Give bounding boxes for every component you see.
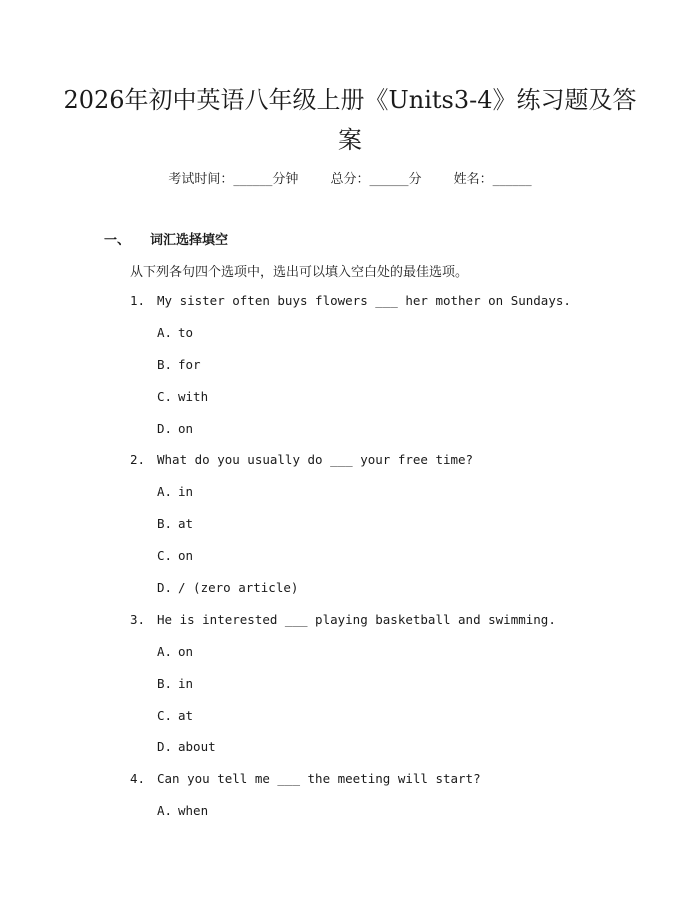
option-text: / (zero article) xyxy=(178,580,299,596)
question-list xyxy=(130,292,650,834)
option-letter: B. xyxy=(157,675,173,691)
option-2-d xyxy=(130,579,650,611)
question-number: 4. xyxy=(130,771,146,787)
option-text: at xyxy=(178,516,194,532)
option-letter: A. xyxy=(157,643,173,659)
question-1 xyxy=(130,292,650,324)
option-text: in xyxy=(178,484,194,500)
section-instruction: 从下列各句四个选项中，选出可以填入空白处的最佳选项。 xyxy=(130,265,469,280)
option-1-d xyxy=(130,420,650,452)
option-letter: A. xyxy=(157,484,173,500)
option-letter: B. xyxy=(157,356,173,372)
exam-meta xyxy=(0,168,700,187)
question-2 xyxy=(130,451,650,483)
option-2-a xyxy=(130,483,650,515)
option-text: on xyxy=(178,420,194,436)
option-text: when xyxy=(178,803,209,819)
option-letter: C. xyxy=(157,388,173,404)
question-3 xyxy=(130,611,650,643)
option-text: with xyxy=(178,388,209,404)
option-letter: D. xyxy=(157,420,173,436)
option-4-a xyxy=(130,802,650,834)
question-number: 3. xyxy=(130,611,146,627)
option-2-b xyxy=(130,515,650,547)
section-heading xyxy=(104,229,228,248)
meta-score: 总分：______分 xyxy=(330,172,422,187)
meta-name: 姓名：______ xyxy=(453,172,532,187)
document-title: 2026年初中英语八年级上册《Units3-4》练习题及答案 xyxy=(63,86,637,154)
option-text: on xyxy=(178,548,194,564)
option-text: for xyxy=(178,356,201,372)
section-number: 一、 xyxy=(104,233,131,248)
option-letter: D. xyxy=(157,580,173,596)
option-letter: B. xyxy=(157,516,173,532)
option-3-c xyxy=(130,707,650,739)
question-text: My sister often buys flowers ___ her mother on Sundays. xyxy=(157,293,571,308)
option-3-a xyxy=(130,643,650,675)
option-2-c xyxy=(130,547,650,579)
option-3-d xyxy=(130,738,650,770)
option-letter: A. xyxy=(157,324,173,340)
option-letter: C. xyxy=(157,707,173,723)
question-text: He is interested ___ playing basketball and swimming. xyxy=(157,611,556,627)
option-text: to xyxy=(178,324,194,340)
option-text: about xyxy=(178,739,216,755)
option-letter: C. xyxy=(157,548,173,564)
section-title: 词汇选择填空 xyxy=(150,233,229,248)
question-text: Can you tell me ___ the meeting will start? xyxy=(157,771,481,787)
option-letter: D. xyxy=(157,739,173,755)
option-1-b xyxy=(130,356,650,388)
option-text: on xyxy=(178,643,194,659)
option-letter: A. xyxy=(157,803,173,819)
meta-time: 考试时间：______分钟 xyxy=(168,172,299,187)
option-1-a xyxy=(130,324,650,356)
option-text: at xyxy=(178,707,194,723)
question-4 xyxy=(130,770,650,802)
option-1-c xyxy=(130,388,650,420)
question-number: 2. xyxy=(130,452,146,468)
option-3-b xyxy=(130,675,650,707)
question-number: 1. xyxy=(130,293,146,308)
option-text: in xyxy=(178,675,194,691)
question-text: What do you usually do ___ your free time? xyxy=(157,452,474,468)
